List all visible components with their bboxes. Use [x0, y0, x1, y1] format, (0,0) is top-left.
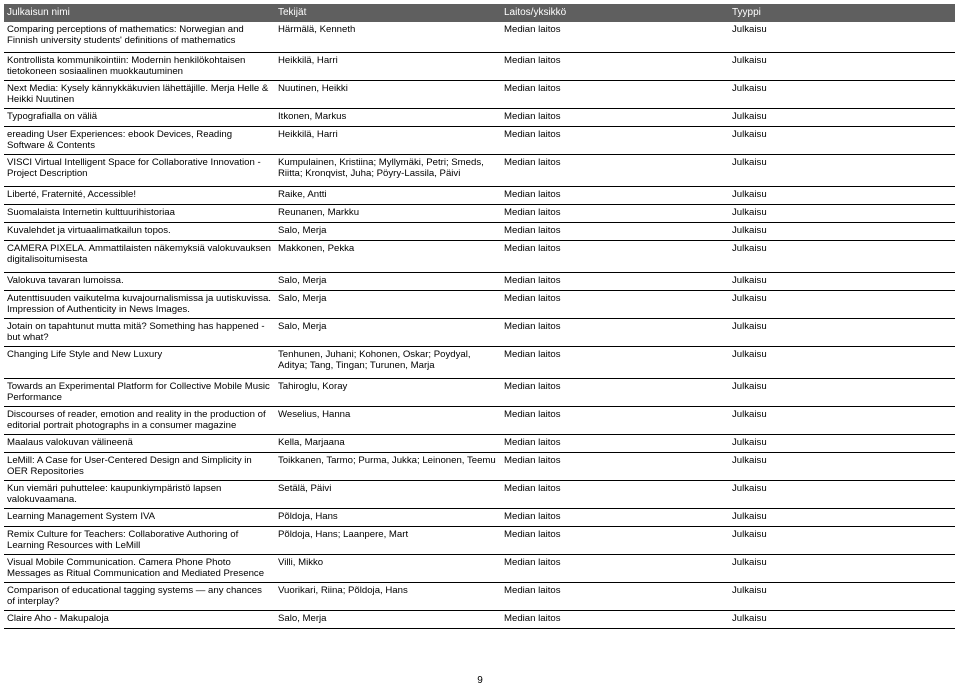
cell-authors: Salo, Merja	[275, 610, 501, 628]
cell-title: CAMERA PIXELA. Ammattilaisten näkemyksiä valokuvauksen digitalisoitumisesta	[4, 240, 275, 272]
cell-authors: Itkonen, Markus	[275, 108, 501, 126]
cell-authors: Makkonen, Pekka	[275, 240, 501, 272]
publication-table	[4, 4, 955, 629]
cell-type: Julkaisu	[729, 452, 955, 480]
cell-title: Suomalaista Internetin kulttuurihistoriaa	[4, 204, 275, 222]
column-header-title: Julkaisun nimi	[4, 4, 275, 22]
cell-department: Median laitos	[501, 80, 729, 108]
cell-authors: Nuutinen, Heikki	[275, 80, 501, 108]
cell-department: Median laitos	[501, 22, 729, 52]
table-row	[4, 318, 955, 346]
cell-type: Julkaisu	[729, 480, 955, 508]
cell-type: Julkaisu	[729, 582, 955, 610]
cell-title: VISCI Virtual Intelligent Space for Collaborative Innovation - Project Description	[4, 154, 275, 186]
table-row	[4, 406, 955, 434]
cell-department: Median laitos	[501, 346, 729, 378]
table-row	[4, 108, 955, 126]
cell-department: Median laitos	[501, 186, 729, 204]
cell-type: Julkaisu	[729, 52, 955, 80]
cell-department: Median laitos	[501, 452, 729, 480]
cell-department: Median laitos	[501, 126, 729, 154]
table-row	[4, 526, 955, 554]
table-row	[4, 52, 955, 80]
cell-type: Julkaisu	[729, 526, 955, 554]
cell-type: Julkaisu	[729, 186, 955, 204]
table-body	[4, 22, 955, 628]
cell-authors: Raike, Antti	[275, 186, 501, 204]
cell-authors: Salo, Merja	[275, 272, 501, 290]
table-row	[4, 272, 955, 290]
cell-department: Median laitos	[501, 582, 729, 610]
cell-title: Kun viemäri puhuttelee: kaupunkiympäristö lapsen valokuvaamana.	[4, 480, 275, 508]
cell-title: Discourses of reader, emotion and reality in the production of editorial portrait photographs in a consumer magazine	[4, 406, 275, 434]
cell-type: Julkaisu	[729, 108, 955, 126]
cell-department: Median laitos	[501, 318, 729, 346]
cell-authors: Heikkilä, Harri	[275, 126, 501, 154]
cell-authors: Heikkilä, Harri	[275, 52, 501, 80]
table-row	[4, 452, 955, 480]
cell-type: Julkaisu	[729, 204, 955, 222]
cell-title: Jotain on tapahtunut mutta mitä? Something has happened - but what?	[4, 318, 275, 346]
cell-type: Julkaisu	[729, 508, 955, 526]
cell-title: Next Media: Kysely kännykkäkuvien lähettäjille. Merja Helle & Heikki Nuutinen	[4, 80, 275, 108]
table-header-row	[4, 4, 955, 22]
table-row	[4, 346, 955, 378]
cell-department: Median laitos	[501, 406, 729, 434]
column-header-authors: Tekijät	[275, 4, 501, 22]
page-number: 9	[477, 675, 483, 686]
cell-title: Autenttisuuden vaikutelma kuvajournalismissa ja uutiskuvissa. Impression of Authenticity in News Images.	[4, 290, 275, 318]
table-row	[4, 480, 955, 508]
cell-type: Julkaisu	[729, 318, 955, 346]
cell-department: Median laitos	[501, 508, 729, 526]
publication-list	[4, 4, 955, 629]
cell-department: Median laitos	[501, 290, 729, 318]
table-row	[4, 378, 955, 406]
cell-title: Learning Management System IVA	[4, 508, 275, 526]
cell-department: Median laitos	[501, 526, 729, 554]
cell-title: Kuvalehdet ja virtuaalimatkailun topos.	[4, 222, 275, 240]
cell-department: Median laitos	[501, 240, 729, 272]
cell-department: Median laitos	[501, 52, 729, 80]
cell-department: Median laitos	[501, 480, 729, 508]
cell-department: Median laitos	[501, 610, 729, 628]
cell-authors: Salo, Merja	[275, 222, 501, 240]
cell-authors: Kumpulainen, Kristiina; Myllymäki, Petri; Smeds, Riitta; Kronqvist, Juha; Pöyry-Lassila, Päivi	[275, 154, 501, 186]
cell-type: Julkaisu	[729, 126, 955, 154]
cell-type: Julkaisu	[729, 154, 955, 186]
cell-type: Julkaisu	[729, 22, 955, 52]
cell-title: Towards an Experimental Platform for Collective Mobile Music Performance	[4, 378, 275, 406]
table-row	[4, 508, 955, 526]
table-row	[4, 154, 955, 186]
cell-title: Comparing perceptions of mathematics: Norwegian and Finnish university students' definitions of mathematics	[4, 22, 275, 52]
table-row	[4, 434, 955, 452]
cell-authors: Kella, Marjaana	[275, 434, 501, 452]
cell-title: Maalaus valokuvan välineenä	[4, 434, 275, 452]
cell-type: Julkaisu	[729, 434, 955, 452]
cell-title: Liberté, Fraternité, Accessible!	[4, 186, 275, 204]
cell-authors: Setälä, Päivi	[275, 480, 501, 508]
cell-department: Median laitos	[501, 154, 729, 186]
cell-title: Comparison of educational tagging systems — any chances of interplay?	[4, 582, 275, 610]
cell-type: Julkaisu	[729, 80, 955, 108]
cell-title: Visual Mobile Communication. Camera Phone Photo Messages as Ritual Communication and Mediated Presence	[4, 554, 275, 582]
table-row	[4, 582, 955, 610]
cell-department: Median laitos	[501, 108, 729, 126]
cell-department: Median laitos	[501, 434, 729, 452]
cell-authors: Salo, Merja	[275, 318, 501, 346]
cell-title: Valokuva tavaran lumoissa.	[4, 272, 275, 290]
cell-authors: Villi, Mikko	[275, 554, 501, 582]
table-row	[4, 240, 955, 272]
cell-title: ereading User Experiences: ebook Devices, Reading Software & Contents	[4, 126, 275, 154]
cell-type: Julkaisu	[729, 610, 955, 628]
table-row	[4, 126, 955, 154]
cell-authors: Tahiroglu, Koray	[275, 378, 501, 406]
cell-title: Typografialla on väliä	[4, 108, 275, 126]
column-header-type: Tyyppi	[729, 4, 955, 22]
cell-type: Julkaisu	[729, 378, 955, 406]
cell-type: Julkaisu	[729, 240, 955, 272]
cell-title: Claire Aho - Makupaloja	[4, 610, 275, 628]
cell-authors: Weselius, Hanna	[275, 406, 501, 434]
table-row	[4, 222, 955, 240]
cell-department: Median laitos	[501, 222, 729, 240]
cell-type: Julkaisu	[729, 222, 955, 240]
table-row	[4, 80, 955, 108]
cell-type: Julkaisu	[729, 272, 955, 290]
table-row	[4, 204, 955, 222]
column-header-department: Laitos/yksikkö	[501, 4, 729, 22]
cell-type: Julkaisu	[729, 346, 955, 378]
cell-authors: Põldoja, Hans; Laanpere, Mart	[275, 526, 501, 554]
cell-type: Julkaisu	[729, 290, 955, 318]
cell-authors: Salo, Merja	[275, 290, 501, 318]
cell-authors: Vuorikari, Riina; Põldoja, Hans	[275, 582, 501, 610]
cell-department: Median laitos	[501, 272, 729, 290]
cell-type: Julkaisu	[729, 406, 955, 434]
table-row	[4, 22, 955, 52]
cell-authors: Reunanen, Markku	[275, 204, 501, 222]
cell-authors: Põldoja, Hans	[275, 508, 501, 526]
cell-title: Kontrollista kommunikointiin: Modernin henkilökohtaisen tietokoneen sosiaalinen muokkautuminen	[4, 52, 275, 80]
cell-department: Median laitos	[501, 378, 729, 406]
cell-type: Julkaisu	[729, 554, 955, 582]
cell-authors: Tenhunen, Juhani; Kohonen, Oskar; Poydyal, Aditya; Tang, Tingan; Turunen, Marja	[275, 346, 501, 378]
cell-title: Changing Life Style and New Luxury	[4, 346, 275, 378]
cell-authors: Härmälä, Kenneth	[275, 22, 501, 52]
table-row	[4, 186, 955, 204]
table-row	[4, 610, 955, 628]
table-row	[4, 554, 955, 582]
cell-authors: Toikkanen, Tarmo; Purma, Jukka; Leinonen, Teemu	[275, 452, 501, 480]
cell-title: LeMill: A Case for User-Centered Design and Simplicity in OER Repositories	[4, 452, 275, 480]
cell-department: Median laitos	[501, 554, 729, 582]
cell-department: Median laitos	[501, 204, 729, 222]
cell-title: Remix Culture for Teachers: Collaborative Authoring of Learning Resources with LeMill	[4, 526, 275, 554]
table-row	[4, 290, 955, 318]
